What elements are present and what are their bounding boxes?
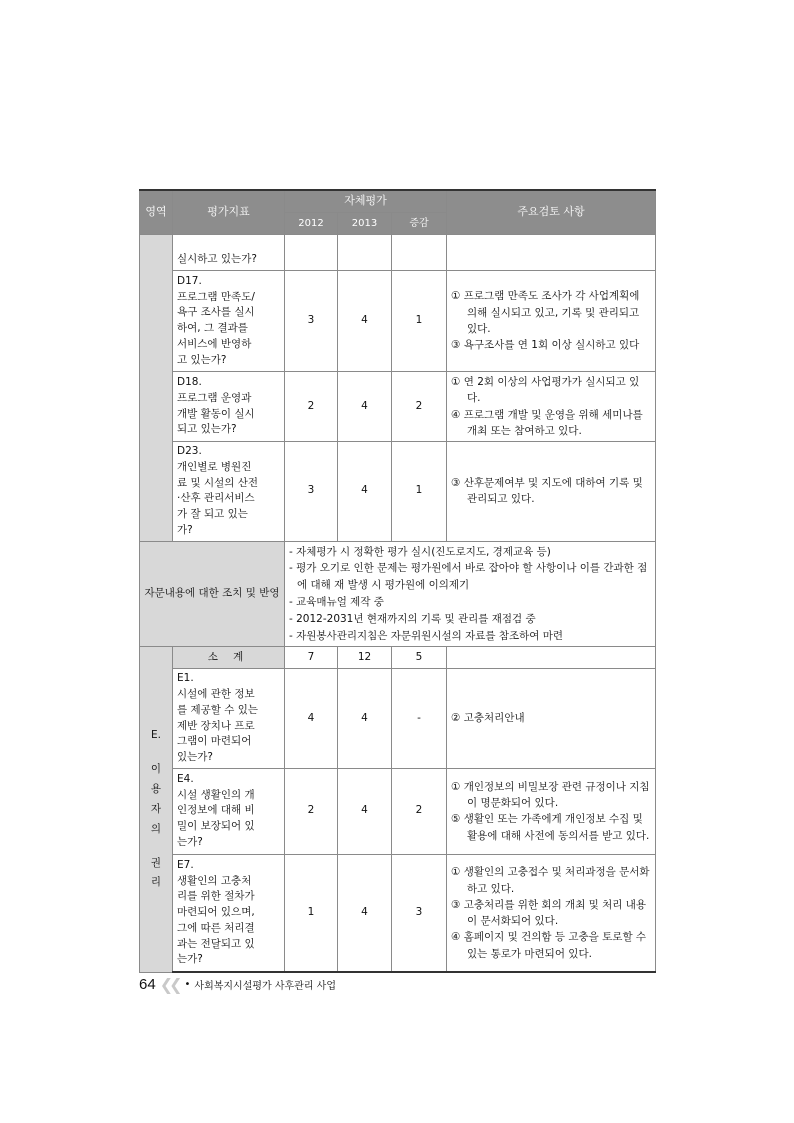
value-2013: 4 [338,669,392,769]
indicator-text: 프로그램 만족도/욕구 조사를 실시하여, 그 결과를 서비스에 반영하고 있는가? [177,290,255,366]
table-row [140,442,656,542]
value-2012: 4 [285,669,338,769]
area-e-char: 자 [150,802,162,815]
advice-item: - 교육매뉴얼 제작 중 [289,595,384,608]
indicator-cell [173,669,285,769]
value-2012: 3 [285,442,338,542]
indicator-code: D17. [177,274,202,287]
area-e-letter: E. [151,728,161,741]
subtotal-remarks [447,647,656,669]
remark-line: ② 고충처리안내 [451,712,525,725]
remark-line: ④ 프로그램 개발 및 운영을 위해 세미나를 개최 또는 참여하고 있다. [451,408,643,437]
value-change: - [392,669,447,769]
area-cell-e [140,647,173,973]
remark-line: ① 프로그램 만족도 조사가 각 사업계획에 의해 실시되고 있고, 기록 및 관리되고 있다. [451,290,640,335]
remark-line: ① 연 2회 이상의 사업평가가 실시되고 있다. [451,376,640,405]
table-row [140,234,656,271]
table-row [140,372,656,442]
remark-line: ① 개인정보의 비밀보장 관련 규정이나 지침이 명문화되어 있다. [451,780,650,810]
remark-line: ④ 홈페이지 및 건의함 등 고충을 토로할 수 있는 통로가 마련되어 있다. [451,931,647,960]
remarks-cell [447,442,656,542]
indicator-code: E4. [177,772,194,785]
header-2012: 2012 [285,212,338,234]
value-2013: 4 [338,854,392,972]
remark-line: ⑤ 생활인 또는 가족에게 개인정보 수집 및 활용에 대해 사전에 동의서를 받고 있다. [451,813,650,842]
advice-item: - 2012-2031년 현재까지의 기록 및 관리를 재점검 중 [289,612,536,625]
advice-item: - 평가 오기로 인한 문제는 평가원에서 바로 잡아야 할 사항이나 이를 간과한 점에 대해 재 발생 시 평가원에 이의제기 [289,562,648,592]
subtotal-2013: 12 [338,647,392,669]
value-change: 2 [392,768,447,854]
header-remarks: 주요검토 사항 [447,190,656,234]
header-area: 영역 [140,190,173,234]
remark-line: ③ 산후문제여부 및 지도에 대하여 기록 및 관리되고 있다. [451,477,643,506]
subtotal-2012: 7 [285,647,338,669]
remarks-cell [447,234,656,271]
area-e-char: 이 [150,762,162,775]
value-2013: 4 [338,768,392,854]
area-e-char: 용 [150,782,162,795]
table-row [140,669,656,769]
header-self-eval: 자체평가 [285,190,447,212]
value-2013: 4 [338,372,392,442]
value-2012: 2 [285,768,338,854]
value-change: 3 [392,854,447,972]
subtotal-label: 소 계 [173,647,285,669]
indicator-text: 시설에 관한 정보를 제공할 수 있는 제반 장치나 프로그램이 마련되어 있는가? [177,688,259,764]
value-2012: 2 [285,372,338,442]
value-2013: 4 [338,442,392,542]
advice-label: 자문내용에 대한 조치 및 반영 [140,541,285,647]
value-change: 1 [392,271,447,372]
indicator-text: 개인별로 병원진료 및 시설의 산전·산후 관리서비스가 잘 되고 있는가? [177,460,259,536]
subtotal-row [140,647,656,669]
indicator-text: 시설 생활인의 개인정보에 대해 비밀이 보장되어 있는가? [177,788,255,848]
indicator-code: E1. [177,672,194,685]
indicator-cell [173,768,285,854]
header-indicator: 평가지표 [173,190,285,234]
advice-row [140,541,656,647]
subtotal-change: 5 [392,647,447,669]
value-2012 [285,234,338,271]
remark-line: ① 생활인의 고충접수 및 처리과정을 문서화하고 있다. [451,866,650,895]
remarks-cell [447,271,656,372]
table-row [140,768,656,854]
value-change: 1 [392,442,447,542]
table-row [140,854,656,972]
header-2013: 2013 [338,212,392,234]
value-2012: 3 [285,271,338,372]
indicator-code: D23. [177,445,202,458]
value-change: 2 [392,372,447,442]
value-2013 [338,234,392,271]
area-e-char: 의 [150,822,162,835]
indicator-text: 프로그램 운영과 개발 활동이 실시되고 있는가? [177,391,255,436]
indicator-code: E7. [177,858,194,871]
indicator-cell [173,372,285,442]
advice-item: - 자원봉사관리지침은 자문위원시설의 자료를 참조하여 마련 [289,629,564,642]
indicator-text: 생활인의 고충처리를 위한 절차가 마련되어 있으며, 그에 따른 처리결과는 전달되고 있는가? [177,874,255,966]
value-change [392,234,447,271]
area-e-char: 리 [150,876,162,889]
area-cell-d [140,234,173,541]
indicator-cell [173,234,285,271]
header-change: 증감 [392,212,447,234]
indicator-text: 실시하고 있는가? [177,253,257,266]
remarks-cell [447,669,656,769]
value-2013: 4 [338,271,392,372]
remarks-cell [447,768,656,854]
value-2012: 1 [285,854,338,972]
evaluation-table [139,189,656,973]
remark-line: ③ 고충처리를 위한 회의 개최 및 처리 내용이 문서화되어 있다. [451,898,647,928]
indicator-cell [173,854,285,972]
page-footer [139,972,336,996]
page-number: 64 [139,975,156,993]
indicator-code: D18. [177,376,202,389]
advice-content [285,541,656,647]
indicator-cell [173,442,285,542]
remark-line: ③ 욕구조사를 연 1회 이상 실시하고 있다 [451,339,640,352]
advice-item: - 자체평가 시 정확한 평가 실시(진도로지도, 경제교육 등) [289,545,551,558]
remarks-cell [447,854,656,972]
footer-title: 사회복지시설평가 사후관리 사업 [194,980,337,992]
remarks-cell [447,372,656,442]
table-row [140,271,656,372]
indicator-cell [173,271,285,372]
chevron-left-icon: ❮❮ [159,974,179,994]
bullet-icon: • [184,978,191,990]
area-e-char: 권 [150,856,162,869]
